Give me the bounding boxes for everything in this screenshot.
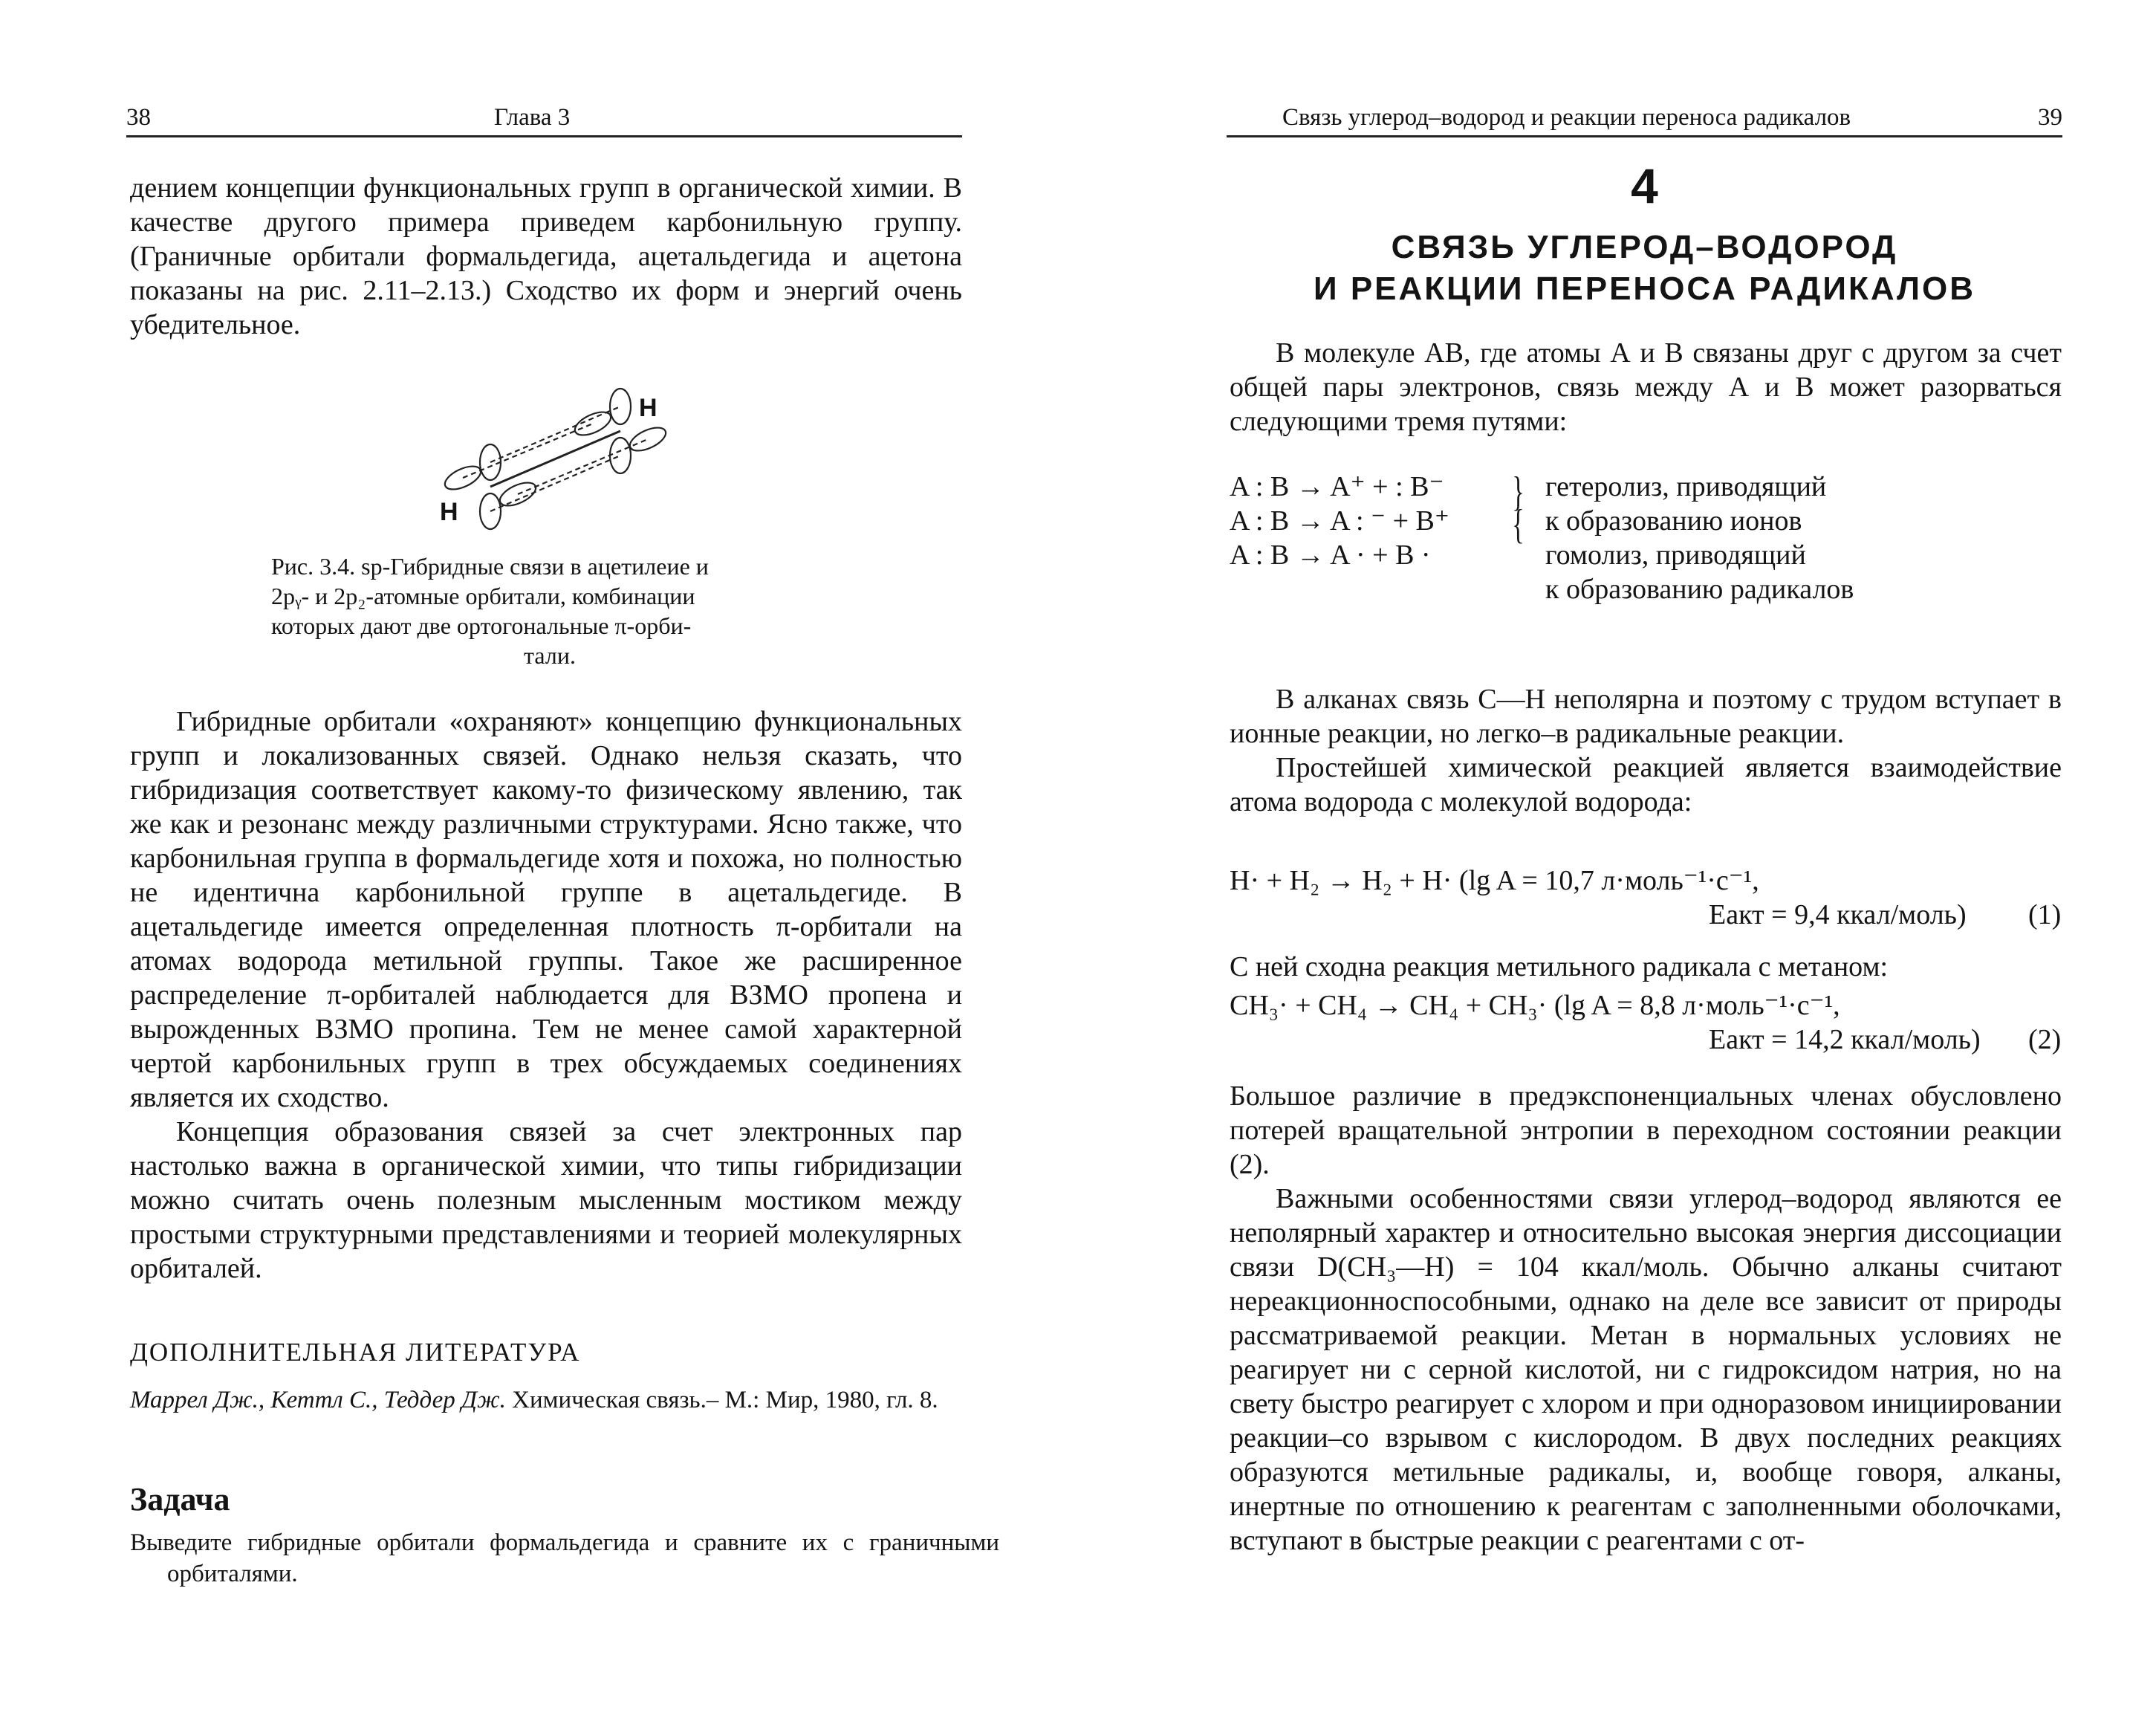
brace-symbol-2: {	[1512, 502, 1525, 548]
equation-2-line-2: Eакт = 14,2 ккал/моль)	[1709, 1024, 1981, 1055]
scheme-eq-3: A : B → A · + B ·	[1230, 540, 1431, 571]
figure-label-h-bottom: H	[440, 498, 458, 526]
chapter-number: 4	[1631, 158, 1658, 213]
scheme-note-2: к образованию ионов	[1545, 505, 1802, 537]
right-page-number: 39	[2038, 104, 2062, 131]
task-title: Задача	[130, 1481, 230, 1517]
right-paragraph-alkanes: В алканах связь С—Н неполярна и поэтому с трудом вступает в ионные реакции, но легко–в радикальные реакции. Простейшей химической реакцией является взаимодействие атома водорода с молекулой водорода:	[1230, 684, 2062, 817]
right-paragraph-diff: Большое различие в предэкспоненциальных членах обусловлено потерей вращательной энтропии в переходном состоянии реакции (2). Важными особенностями связи углерод–водород являются ее неполярный характер и относительно высокая энергия диссоциации связи D(CH₃—H) = 104 ккал/моль. Обычно алканы считают нереакционноспособными, однако на деле все зависит от природы рассматриваемой реакции. Метан в нормальных условиях не реагирует ни с серной кислотой, ни с гидроксидом натрия, но на свету быстро реагирует с хлором и при одноразовом инициировании реакции–со взрывом с кислородом. В двух последних реакциях образуются метильные радикалы, и, вообще говоря, алканы, инертные по отношению к реагентам с заполненными оболочками, вступают в быстрые реакции с реагентами с от-	[1230, 1081, 2062, 1556]
equation-1-line-2: Eакт = 9,4 ккал/моль)	[1709, 899, 1967, 930]
right-intro: В молекуле АВ, где атомы А и В связаны друг с другом за счет общей пары электронов, связь между А и В может разорваться следующими тремя путями:	[1230, 337, 2062, 437]
left-paragraph-2: Гибридные орбитали «охраняют» концепцию функциональных групп и локализованных связей. Однако нельзя сказать, что гибридизация соответствует какому-то физическому явлению, так же как и резонанс между различными структурами. Ясно также, что карбонильная группа в формальдегиде хотя и похожа, но полностью не идентична карбонильной группе в ацетальдегиде. В ацетальдегиде имеется определенная плотность π-орбитали на атомах водорода метильной группы. Такое же расширенное распределение π-орбиталей наблюдается для ВЗМО пропена и вырожденных ВЗМО пропина. Тем не менее самой характерной чертой карбонильных групп в трех обсуждаемых соединениях является их сходство. Концепция образования связей за счет электронных пар настолько важна в органической химии, что типы гибридизации можно считать очень полезным мысленным мостиком между простыми структурными представлениями и теорией молекулярных орбиталей.	[130, 706, 962, 1284]
acetylene-orbital-figure	[438, 383, 676, 531]
scheme-note-3: гомолиз, приводящий	[1545, 540, 1806, 571]
figure-label-h-top: H	[639, 394, 657, 422]
brace-symbol: }	[1512, 469, 1525, 515]
right-running-header	[1227, 98, 2062, 137]
equation-1-number: (1)	[2028, 899, 2062, 930]
right-paragraph-methyl: С ней сходна реакция метильного радикала с метаном:	[1230, 951, 1889, 982]
scheme-eq-1: A : B → A⁺ + : B⁻	[1230, 471, 1444, 502]
equation-2-line-1: CH₃· + CH₄ → CH₄ + CH₃· (lg A = 8,8 л·моль⁻¹·с⁻¹,	[1230, 990, 1840, 1021]
scheme-eq-2: A : B → A : ⁻ + B⁺	[1230, 505, 1449, 537]
left-running-header	[126, 98, 962, 137]
literature-entry: Маррел Дж., Кеттл С., Теддер Дж. Химическая связь.– М.: Мир, 1980, гл. 8.	[130, 1387, 938, 1413]
scheme-note-1: гетеролиз, приводящий	[1545, 471, 1827, 502]
left-paragraph-1: дением концепции функциональных групп в органической химии. В качестве другого примера приведем карбонильную группу. (Граничные орбитали формальдегида, ацетальдегида и ацетона показаны на рис. 2.11–2.13.) Сходство их форм и энергий очень убедительное.	[130, 172, 962, 340]
further-reading-title: ДОПОЛНИТЕЛЬНАЯ ЛИТЕРАТУРА	[130, 1338, 581, 1367]
equation-2-number: (2)	[2028, 1024, 2062, 1055]
left-running-title: Глава 3	[494, 104, 571, 131]
right-paragraph-features: Важными особенностями связи углерод–водород являются ее неполярный характер и относительно высокая энергия диссоциации связи D(CH₃—H) = 104 ккал/моль. Обычно алканы считают нереакционноспособными, однако на деле все зависит от природы рассматриваемой реакции. Метан в нормальных условиях не реагирует ни с серной кислотой, ни с гидроксидом натрия, но на свету быстро реагирует с хлором и при одноразовом инициировании реакции–со взрывом с кислородом. В двух последних реакциях образуются метильные радикалы, и, вообще говоря, алканы, инертные по отношению к реагентам с заполненными оболочками, вступают в быстрые реакции с реагентами с от-	[1230, 1183, 2062, 1556]
right-paragraph-simplest: Простейшей химической реакцией является взаимодействие атома водорода с молекулой водорода:	[1230, 752, 2062, 817]
left-paragraph-3: Концепция образования связей за счет электронных пар настолько важна в органической химии, что типы гибридизации можно считать очень полезным мысленным мостиком между простыми структурными представлениями и теорией молекулярных орбиталей.	[130, 1116, 962, 1284]
right-running-title: Связь углерод–водород и реакции переноса радикалов	[1282, 104, 1851, 131]
figure-caption: Рис. 3.4. sp-Гибридные связи в ацетилеие и 2pᵧ- и 2p₂-атомные орбитали, комбинации которых дают две ортогональные π-орби- тали.	[271, 553, 709, 669]
scheme-note-4: к образованию радикалов	[1545, 574, 1854, 605]
equation-1-line-1: H· + H₂ → H₂ + H· (lg A = 10,7 л·моль⁻¹·с⁻¹,	[1230, 865, 1759, 896]
chapter-title: СВЯЗЬ УГЛЕРОД–ВОДОРОД И РЕАКЦИИ ПЕРЕНОСА РАДИКАЛОВ	[1313, 229, 1976, 307]
task-text: Выведите гибридные орбитали формальдегида и сравните их с граничными орбиталями.	[130, 1529, 999, 1587]
left-page-number: 38	[126, 104, 151, 131]
